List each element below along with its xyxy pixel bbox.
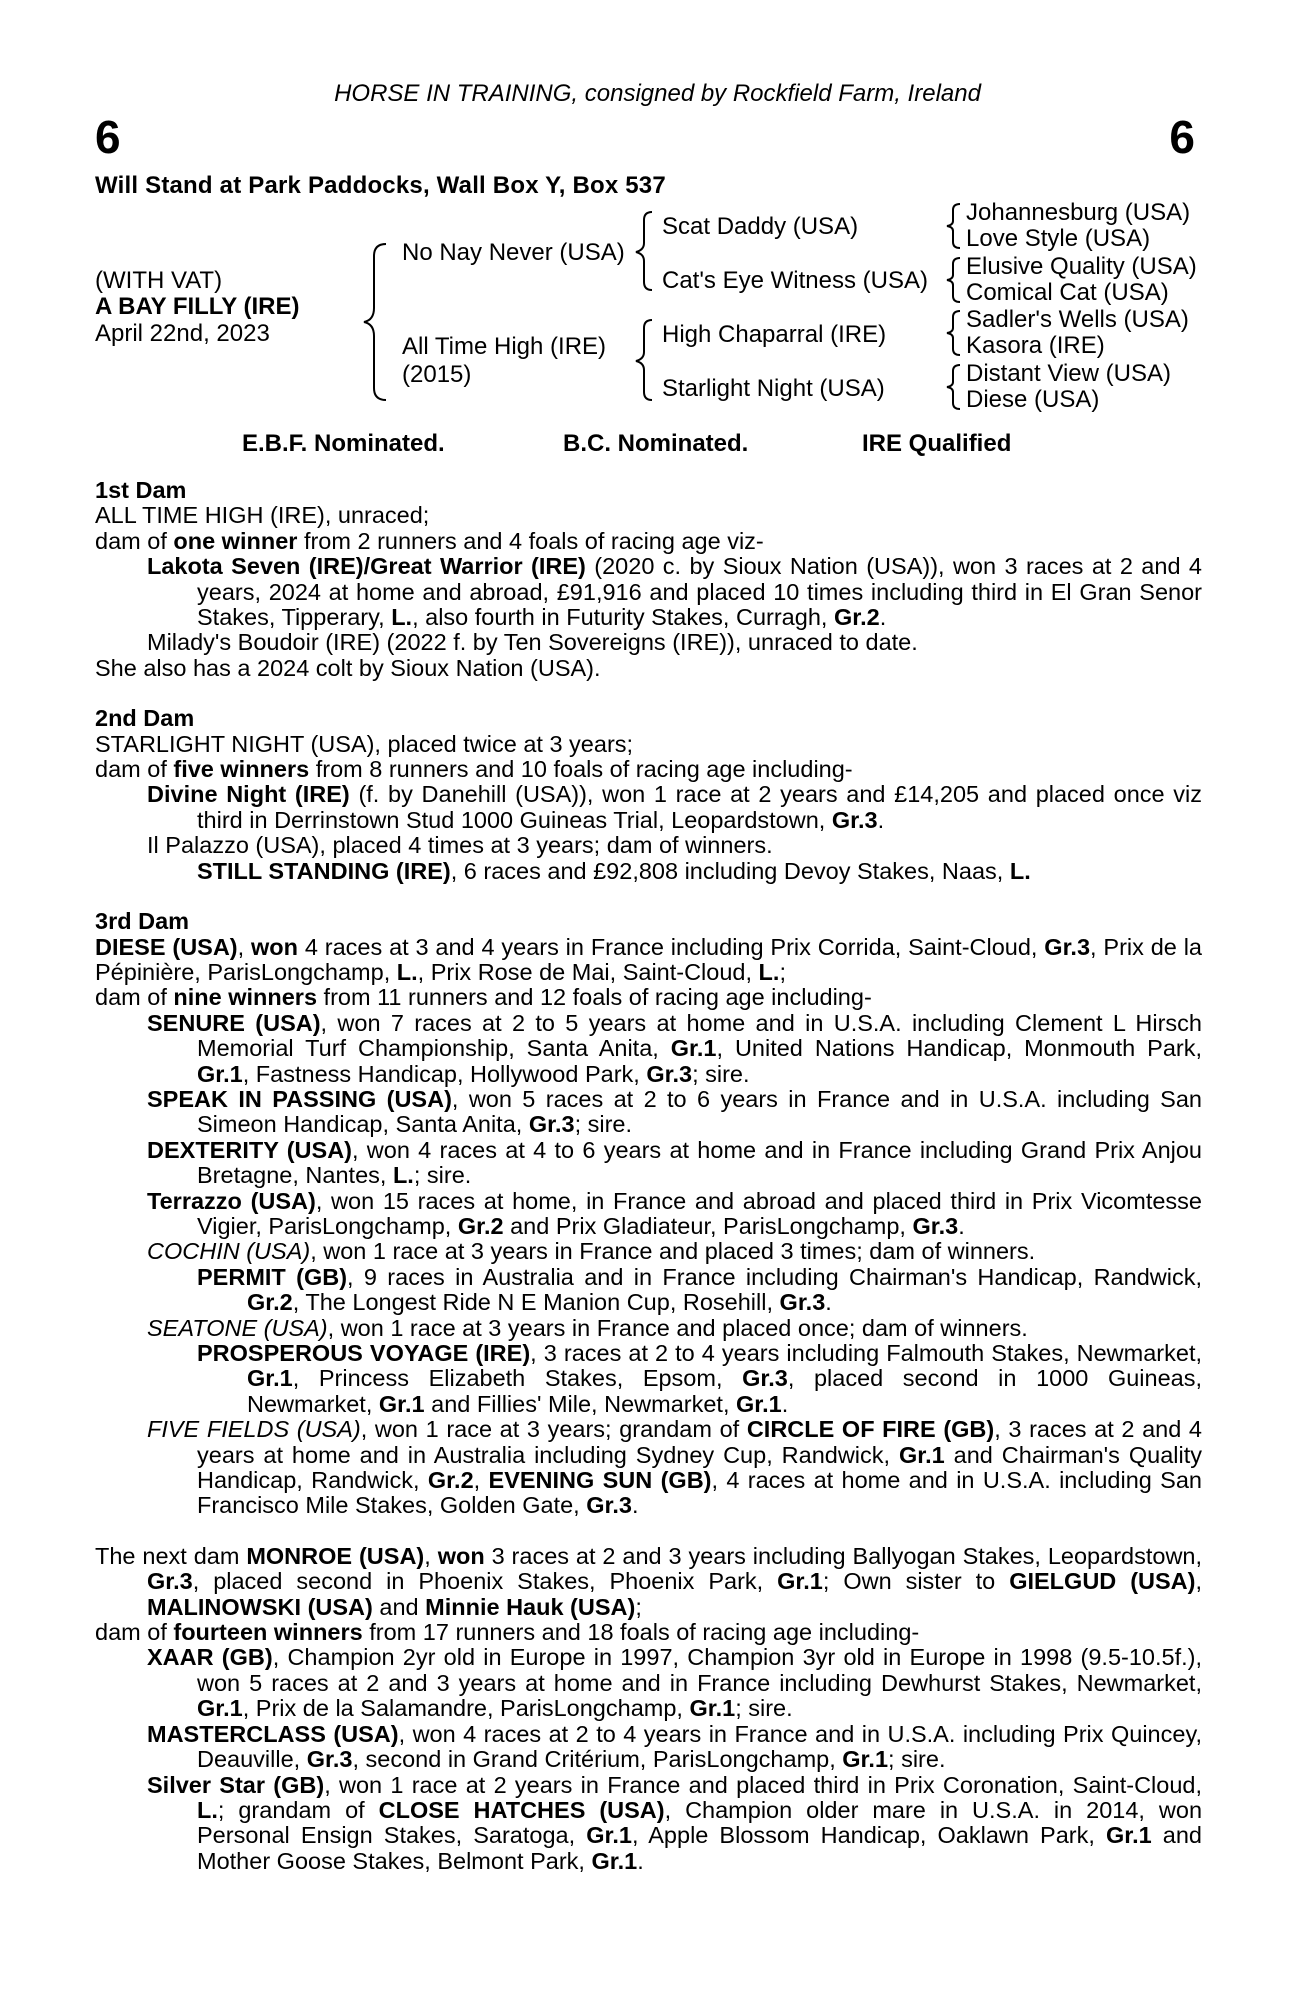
- consignment-title: HORSE IN TRAINING, consigned by Rockfield Farm, Ireland: [334, 80, 981, 107]
- brace-sire: [632, 210, 658, 292]
- next-dam-section: [95, 1544, 1202, 1874]
- g-kasora: Kasora (IRE): [966, 332, 1105, 359]
- lot-number-right: 6: [1169, 111, 1195, 163]
- ire-qualified: IRE Qualified: [862, 430, 1012, 457]
- horse-name: A BAY FILLY (IRE): [95, 293, 300, 320]
- dam: All Time High (IRE): [402, 333, 607, 360]
- stable-location: Will Stand at Park Paddocks, Wall Box Y, Box 537: [95, 172, 666, 199]
- produce-terrazzo: Terrazzo (USA), won 15 races at home, in France and abroad and placed third in Prix Vicomtesse Vigier, ParisLongchamp, Gr.2 and Prix Gladiateur, ParisLongchamp, Gr.3.: [147, 1187, 1202, 1239]
- next-dam-produce: dam of fourteen winners from 17 runners and 18 foals of racing age including-: [95, 1619, 920, 1646]
- first-dam-section: [95, 478, 1202, 681]
- produce-il-palazzo: Il Palazzo (USA), placed 4 times at 3 years; dam of winners.: [147, 832, 773, 859]
- g-johannesburg: Johannesburg (USA): [966, 199, 1191, 226]
- brace-g3: [944, 309, 964, 357]
- third-dam-section: [95, 909, 1202, 1519]
- second-dam-heading: 2nd Dam: [95, 705, 195, 732]
- brace-g4: [944, 363, 964, 411]
- produce-cochin: COCHIN (USA), won 1 race at 3 years in France and placed 3 times; dam of winners.: [147, 1238, 1036, 1265]
- bc-nomination: B.C. Nominated.: [563, 430, 749, 457]
- first-dam-heading: 1st Dam: [95, 477, 187, 503]
- g-distant-view: Distant View (USA): [966, 360, 1171, 387]
- produce-dexterity: DEXTERITY (USA), won 4 races at 4 to 6 years at home and in France including Grand Prix Anjou Bretagne, Nantes, L.; sire.: [147, 1136, 1203, 1189]
- second-dam-produce: dam of five winners from 8 runners and 10 foals of racing age including-: [95, 756, 853, 783]
- horse-dob: April 22nd, 2023: [95, 320, 270, 347]
- produce-permit: PERMIT (GB), 9 races in Australia and in France including Chairman's Handicap, Randwick, Gr.2, The Longest Ride N E Manion Cup, Rosehill, Gr.3.: [197, 1263, 1202, 1316]
- produce-still-standing: STILL STANDING (IRE), 6 races and £92,808 including Devoy Stakes, Naas, L.: [197, 857, 1031, 884]
- sire-sire: Scat Daddy (USA): [662, 213, 859, 240]
- third-dam-produce: dam of nine winners from 11 runners and 12 foals of racing age including-: [95, 984, 872, 1011]
- produce-lakota-seven: Lakota Seven (IRE)/Great Warrior (IRE) (2020 c. by Sioux Nation (USA)), won 3 races at 2 and 4 years, 2024 at home and abroad, £91,916 and placed 10 times including third in El Gran Senor Stakes, Tipperary, L., also fourth in Futurity Stakes, Curragh, Gr.2.: [147, 553, 1202, 631]
- produce-divine-night: Divine Night (IRE) (f. by Danehill (USA)), won 1 race at 2 years and £14,205 and placed once viz third in Derrinstown Stud 1000 Guineas Trial, Leopardstown, Gr.3.: [147, 781, 1202, 833]
- catalogue-body: [95, 478, 1202, 1874]
- sire: No Nay Never (USA): [402, 239, 625, 266]
- next-dam-line: The next dam MONROE (USA), won 3 races at 2 and 3 years including Ballyogan Stakes, Leopardstown, Gr.3, placed second in Phoenix Stakes, Phoenix Park, Gr.1; Own sister to GIELGUD (USA), MALINOWSKI (USA) and Minnie Hauk (USA);: [95, 1542, 1203, 1620]
- g-sadlers-wells: Sadler's Wells (USA): [966, 306, 1189, 333]
- produce-silver-star: Silver Star (GB), won 1 race at 2 years in France and placed third in Prix Coronation, Saint-Cloud, L.; grandam of CLOSE HATCHES (USA), Champion older mare in U.S.A. in 2014, won Personal Ensign Stakes, Saratoga, Gr.1, Apple Blossom Handicap, Oaklawn Park, Gr.1 and Mother Goose Stakes, Belmont Park, Gr.1.: [147, 1771, 1203, 1874]
- g-elusive-quality: Elusive Quality (USA): [966, 253, 1197, 280]
- ebf-nomination: E.B.F. Nominated.: [242, 430, 445, 457]
- produce-miladys-boudoir: Milady's Boudoir (IRE) (2022 f. by Ten Sovereigns (IRE)), unraced to date.: [147, 629, 918, 656]
- produce-masterclass: MASTERCLASS (USA), won 4 races at 2 to 4 years in France and in U.S.A. including Prix Quincey, Deauville, Gr.3, second in Grand Critérium, ParisLongchamp, Gr.1; sire.: [147, 1720, 1202, 1773]
- dam-year: (2015): [402, 361, 472, 388]
- second-dam-section: [95, 706, 1202, 884]
- lot-number-left: 6: [95, 111, 121, 163]
- g-diese: Diese (USA): [966, 386, 1100, 413]
- third-dam-heading: 3rd Dam: [95, 908, 190, 935]
- first-dam-line: ALL TIME HIGH (IRE), unraced;: [95, 502, 430, 529]
- dam-sire: High Chaparral (IRE): [662, 321, 887, 348]
- third-dam-line: DIESE (USA), won 4 races at 3 and 4 years in France including Prix Corrida, Saint-Cloud, Gr.3, Prix de la Pépinière, ParisLongchamp, L., Prix Rose de Mai, Saint-Cloud, L.;: [95, 933, 1202, 985]
- produce-2024-colt: She also has a 2024 colt by Sioux Nation (USA).: [95, 654, 601, 681]
- g-love-style: Love Style (USA): [966, 225, 1151, 252]
- produce-xaar: XAAR (GB), Champion 2yr old in Europe in 1997, Champion 3yr old in Europe in 1998 (9.5-10.5f.), won 5 races at 2 and 3 years at home and in France including Dewhurst Stakes, Newmarket, Gr.1, Prix de la Salamandre, ParisLongchamp, Gr.1; sire.: [147, 1644, 1202, 1722]
- dam-dam: Starlight Night (USA): [662, 375, 885, 402]
- brace-dam: [632, 318, 658, 402]
- produce-prosperous-voyage: PROSPEROUS VOYAGE (IRE), 3 races at 2 to 4 years including Falmouth Stakes, Newmarket, Gr.1, Princess Elizabeth Stakes, Epsom, Gr.3, placed second in 1000 Guineas, Newmarket, Gr.1 and Fillies' Mile, Newmarket, Gr.1.: [197, 1340, 1203, 1417]
- vat-note: (WITH VAT): [95, 267, 223, 294]
- brace-g1: [944, 202, 964, 250]
- produce-five-fields: FIVE FIELDS (USA), won 1 race at 3 years; grandam of CIRCLE OF FIRE (GB), 3 races at 2 and 4 years at home and in Australia including Sydney Cup, Randwick, Gr.1 and Chairman's Quality Handicap, Randwick, Gr.2, EVENING SUN (GB), 4 races at home and in U.S.A. including San Francisco Mile Stakes, Golden Gate, Gr.3.: [147, 1416, 1203, 1519]
- produce-speak-in-passing: SPEAK IN PASSING (USA), won 5 races at 2 to 6 years in France and in U.S.A. including San Simeon Handicap, Santa Anita, Gr.3; sire.: [147, 1085, 1202, 1138]
- first-dam-produce: dam of one winner from 2 runners and 4 foals of racing age viz-: [95, 527, 764, 554]
- produce-senure: SENURE (USA), won 7 races at 2 to 5 years at home and in U.S.A. including Clement L Hirsch Memorial Turf Championship, Santa Anita, Gr.1, United Nations Handicap, Monmouth Park, Gr.1, Fastness Handicap, Hollywood Park, Gr.3; sire.: [147, 1009, 1203, 1087]
- second-dam-line: STARLIGHT NIGHT (USA), placed twice at 3 years;: [95, 730, 634, 757]
- produce-seatone: SEATONE (USA), won 1 race at 3 years in France and placed once; dam of winners.: [147, 1314, 1028, 1341]
- sire-dam: Cat's Eye Witness (USA): [662, 267, 928, 294]
- g-comical-cat: Comical Cat (USA): [966, 279, 1169, 306]
- brace-main: [362, 242, 392, 402]
- brace-g2: [944, 256, 964, 304]
